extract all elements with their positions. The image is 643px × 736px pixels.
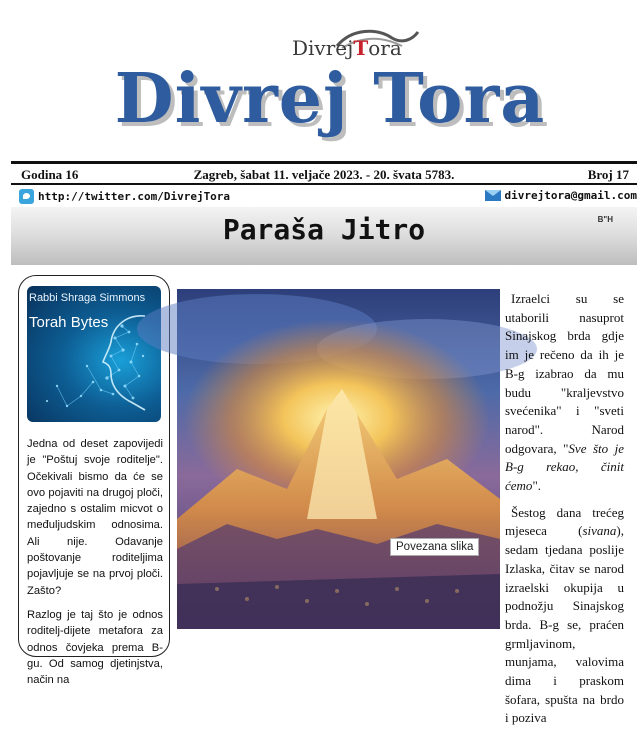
email-address[interactable]: divrejtora@gmail.com	[504, 189, 637, 202]
article-paragraph: Šestog dana trećeg mjeseca (sivana), sedam tjedana poslije Izlaska, čitav se narod izraelski okupija u podnožju Sinajskog brda. B-g se, praćen grmljavinom, munjama, valovima dima i praskom šofara, spušta na brdo i poziva	[505, 504, 624, 726]
contact-bar	[11, 188, 637, 206]
divider-bottom	[11, 183, 637, 185]
digital-head-icon	[27, 286, 161, 422]
torah-bytes-image	[27, 286, 161, 422]
email-link[interactable]	[485, 189, 637, 202]
parasha-banner	[11, 207, 637, 265]
sidebar-author: Rabbi Shraga Simmons	[29, 292, 146, 304]
twitter-link[interactable]	[19, 189, 230, 204]
bh-mark: B"H	[597, 215, 613, 224]
parasha-article	[505, 290, 624, 736]
article-paragraph: Izraelci su se utaborili nasuprot Sinajskog brda gdje im je rečeno da ih je B-g izabrao da mu budu "kraljevstvo svećenika" i "sveti narod". Narod odgovara, "Sve što je B-g rekao, činit ćemo".	[505, 291, 624, 494]
sidebar-series-title: Torah Bytes	[29, 314, 109, 331]
twitter-url[interactable]: http://twitter.com/DivrejTora	[38, 190, 231, 203]
parasha-title: Paraša Jitro	[222, 213, 426, 246]
sinai-painting	[177, 289, 500, 629]
mail-icon	[485, 190, 501, 201]
issue-year: Godina 16	[21, 167, 79, 182]
divider-top	[11, 161, 637, 164]
twitter-icon	[19, 189, 34, 204]
small-logo-text: DivrejTora	[292, 36, 402, 60]
sidebar-paragraph: Jedna od deset zapovijedi je "Poštuj svoje roditelje". Očekivali bismo da će se ovo pojaviti na drugoj ploči, zajedno s ostalim micvot o međuljudskim odnosima. Ali nije. Odavanje poštovanje roditeljima pojavljuje se na prvoj ploči. Zašto?	[27, 438, 163, 597]
mountain-painting-image	[177, 289, 500, 629]
issue-info-bar	[11, 165, 637, 183]
issue-number: Broj 17	[587, 167, 629, 182]
sidebar-text	[27, 436, 163, 696]
image-caption-tooltip: Povezana slika	[390, 538, 479, 556]
newsletter-title: Divrej Tora	[114, 59, 546, 139]
sidebar-paragraph: Razlog je taj što je odnos roditelj-dijete metafora za odnos čovjeka prema B-gu. Od samog djetinjstva, način na	[27, 608, 163, 687]
issue-date: Zagreb, šabat 11. veljače 2023. - 20. švata 5783.	[193, 167, 455, 182]
